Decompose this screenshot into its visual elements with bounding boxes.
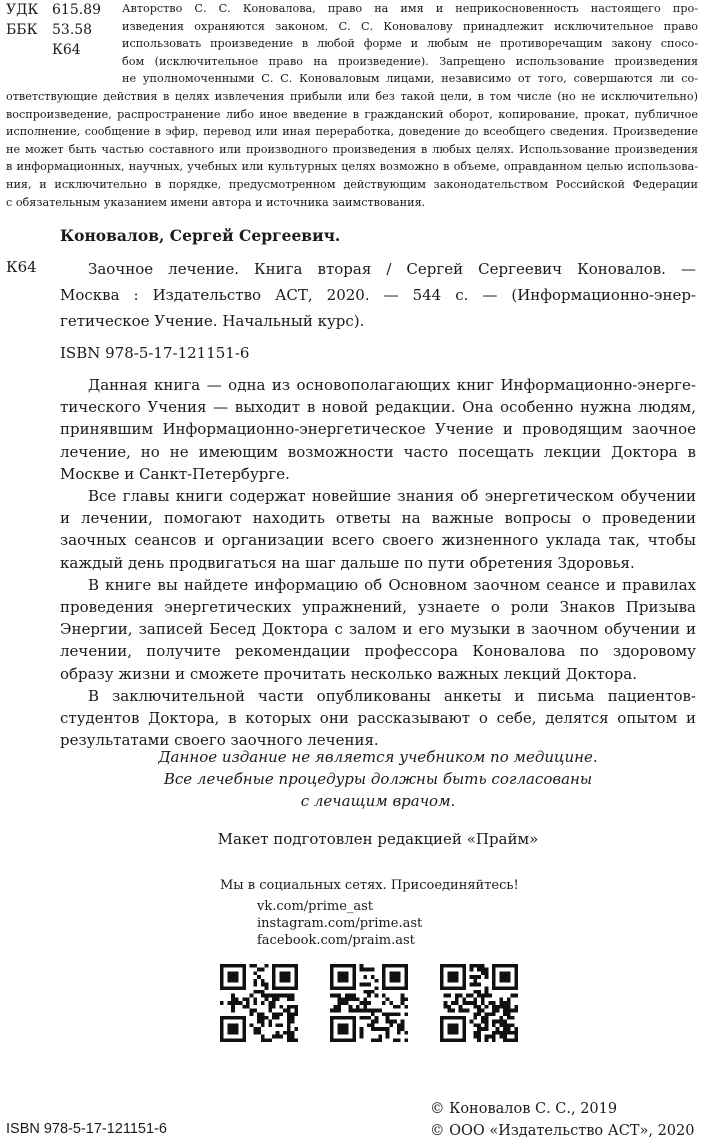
social-links bbox=[257, 898, 422, 949]
bbk-label: ББК bbox=[6, 22, 38, 38]
social-title: Мы в социальных сетях. Присоединяйтесь! bbox=[220, 878, 519, 893]
abstract bbox=[60, 374, 696, 751]
author-heading: Коновалов, Сергей Сергеевич. bbox=[60, 226, 341, 245]
copyright-line: изведения охраняются законом. С. С. Коновалову принадлежит исключительное право bbox=[122, 19, 698, 33]
biblio-line: Заочное лечение. Книга вторая / Сергей Сергеевич Коновалов. — bbox=[88, 260, 696, 278]
copyright-line: ния, и исключительно в порядке, предусмотренном действующим законодательством Российской Федерации bbox=[6, 178, 698, 191]
medical-disclaimer bbox=[60, 746, 696, 812]
copyright-line: бом (исключительное право на произведение). Запрещено использование произведения bbox=[122, 54, 698, 68]
social-link-vk[interactable]: vk.com/prime_ast bbox=[257, 899, 374, 914]
footer-copyright bbox=[430, 1098, 694, 1142]
qr-code-facebook-icon[interactable] bbox=[440, 964, 518, 1042]
abstract-paragraph: В заключительной части опубликованы анкеты и письма пациентов-студентов Доктора, в которых они рассказывают о себе, делятся опытом и результатами своего заочного лечения. bbox=[60, 686, 696, 750]
copyright-line: не может быть частью составного или производного произведения в любых целях. Использование произведения bbox=[6, 142, 698, 156]
copyright-line: исполнение, сообщение в эфир, перевод или иная переработка, доведение до всеобщего сведения. Произведение bbox=[6, 125, 698, 139]
disclaimer-line: Данное издание не является учебником по медицине. bbox=[158, 748, 598, 766]
classification-block bbox=[6, 0, 116, 60]
copyright-line: ответствующие действия в целях извлечения прибыли или без такой цели, в том числе (но не исключительно) bbox=[6, 90, 698, 103]
biblio-line: Москва : Издательство АСТ, 2020. — 544 с. — (Информационно-энер- bbox=[60, 286, 696, 304]
isbn: ISBN 978-5-17-121151-6 bbox=[60, 344, 250, 362]
copyright-line: в информационных, научных, учебных или культурных целях возможно в объеме, оправданном целью использова- bbox=[6, 160, 698, 174]
copyright-publisher: © ООО «Издательство АСТ», 2020 bbox=[430, 1123, 695, 1139]
biblio-line: гетическое Учение. Начальный курс). bbox=[60, 312, 365, 330]
entry-code: К64 bbox=[6, 258, 37, 276]
social-link-instagram[interactable]: instagram.com/prime.ast bbox=[257, 916, 423, 931]
abstract-paragraph: В книге вы найдете информацию об Основном заочном сеансе и правилах проведения энергетических упражнений, узнаете о роли Знаков Призыва Энергии, записей Бесед Доктора с залом и его музыки в заочном обучении и лечении, получите рекомендации профессора Коновалова по здоровому образу жизни и сможете прочитать несколько важных лекций Доктора. bbox=[60, 575, 696, 683]
copyright-line: с обязательным указанием имени автора и источника заимствования. bbox=[6, 195, 426, 209]
bbk-value: 53.58 bbox=[52, 22, 93, 38]
copyright-line: воспроизведение, распространение либо иное введение в гражданский оборот, копирование, прокат, публичное bbox=[6, 107, 698, 121]
prepared-by: Макет подготовлен редакцией «Прайм» bbox=[217, 830, 539, 848]
copyright-author: © Коновалов С. С., 2019 bbox=[430, 1101, 618, 1117]
social-link-facebook[interactable]: facebook.com/praim.ast bbox=[257, 933, 415, 948]
copyright-line: использовать произведение в любой форме и любым не противоречащим закону спосо- bbox=[122, 37, 698, 51]
bibliographic-description bbox=[60, 256, 696, 334]
udk-value: 615.89 bbox=[52, 2, 101, 18]
qr-code-instagram-icon[interactable] bbox=[330, 964, 408, 1042]
copyright-line: не уполномоченными С. С. Коноваловым лицами, независимо от того, совершаются ли со- bbox=[122, 72, 698, 86]
qr-code-vk-icon[interactable] bbox=[220, 964, 298, 1042]
udk-label: УДК bbox=[6, 2, 39, 18]
abstract-paragraph: Данная книга — одна из основополагающих книг Информационно-энергетического Учения — выходит в новой редакции. Она особенно нужна людям, принявшим Информационно-энергетическое Учение и проводящим заочное лечение, но не имеющим возможности часто посещать лекции Доктора в Москве и Санкт-Петербурге. bbox=[60, 376, 696, 483]
disclaimer-line: Все лечебные процедуры должны быть согласованы bbox=[163, 770, 593, 788]
disclaimer-line: с лечащим врачом. bbox=[300, 792, 456, 810]
abstract-paragraph: Все главы книги содержат новейшие знания об энергетическом обучении и лечении, помогают находить ответы на важные вопросы о проведении заочных сеансов и организации всего своего жизненного уклада так, чтобы каждый день продвигаться на шаг дальше по пути обретения Здоровья. bbox=[60, 487, 696, 572]
copyright-line: Авторство С. С. Коновалова, право на имя и неприкосновенность настоящего про- bbox=[122, 2, 698, 15]
classification-code: К64 bbox=[52, 42, 81, 58]
footer-isbn: ISBN 978-5-17-121151-6 bbox=[6, 1121, 167, 1137]
